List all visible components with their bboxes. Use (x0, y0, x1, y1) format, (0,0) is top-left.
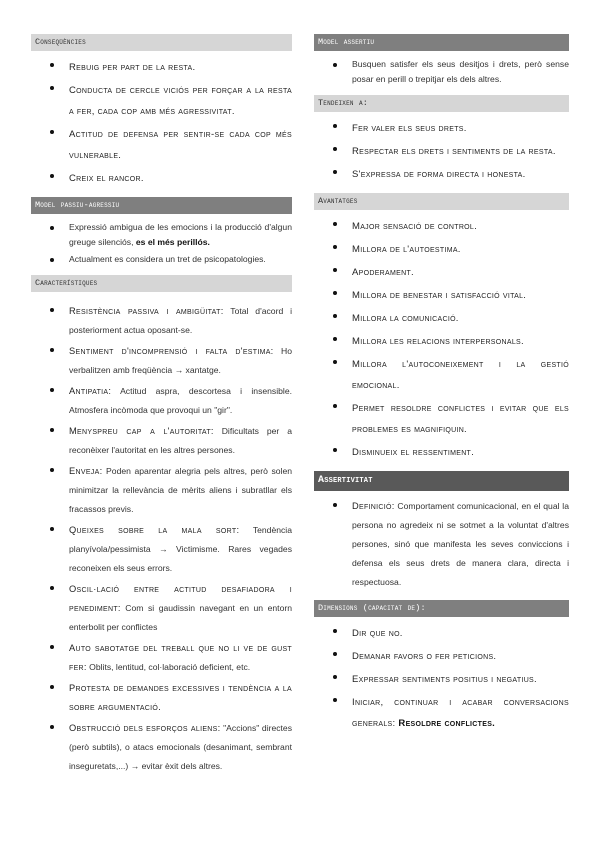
avantatges-header: Avantatges (314, 193, 569, 210)
right-column (314, 34, 569, 742)
tendeixen-list (314, 118, 569, 185)
list-item: Permet resoldre conflictes i evitar que els problemes es magnifiquin. (314, 398, 569, 440)
dimensions-list (314, 623, 569, 734)
item-text: Iniciar, continuar i acabar conversacions generals: (352, 697, 569, 729)
list-item (31, 462, 292, 519)
item-text: Poden aparentar alegria pels altres, però solen minimitzar la rellevància de mèrits aliens i subratllar els fracassos previs. (69, 466, 292, 514)
list-item: Millora l'autoconeixement i la gestió emocional. (314, 354, 569, 396)
list-item: Conducta de cercle viciós per forçar a la resta a fer, cada cop amb més agressivitat. (31, 80, 292, 122)
item-lead: Obstrucció dels esforços aliens: (69, 723, 221, 733)
list-item: Demanar favors o fer peticions. (314, 646, 569, 667)
list-item: Fer valer els seus drets. (314, 118, 569, 139)
item-lead: Menyspreu cap a l'autoritat: (69, 426, 214, 436)
list-item (31, 639, 292, 677)
list-item (31, 342, 292, 380)
list-item: Actualment es considera un tret de psicopatologies. (31, 252, 292, 267)
list-item: S'expressa de forma directa i honesta. (314, 164, 569, 185)
item-text: Comportament comunicacional, en el qual la persona no agredeix ni se sotmet a la voluntat d'altres persones, sinó que manifesta les seves conviccions i defensa els seus drets de manera clara, directa i respectuosa. (352, 501, 569, 587)
item-lead: Oscil·lació entre actitud desafiadora i penediment: (69, 584, 292, 613)
list-item: Actitud de defensa per sentir-se cada cop més vulnerable. (31, 124, 292, 166)
list-item: Rebuig per part de la resta. (31, 57, 292, 78)
model-assertiu-header: Model assertiu (314, 34, 569, 51)
item-text: Expressió ambigua de les emocions i la producció d'algun greuge silenciós, (69, 222, 292, 247)
list-item: Major sensació de control. (314, 216, 569, 237)
item-text: Com si gaudissin navegant en un entorn enterbolit per conflictes (69, 603, 292, 632)
list-item (31, 382, 292, 420)
consequencies-list (31, 57, 292, 189)
list-item (31, 719, 292, 776)
item-text: Ho verbalitzen amb freqüència → xantatge. (69, 346, 293, 375)
list-item (314, 497, 569, 592)
dimensions-header: Dimensions (capacitat de): (314, 600, 569, 617)
list-item: Disminueix el ressentiment. (314, 442, 569, 463)
list-item: Creix el rancor. (31, 168, 292, 189)
list-item: Millora de benestar i satisfacció vital. (314, 285, 569, 306)
list-item (31, 580, 292, 637)
left-column (31, 34, 292, 784)
item-lead: Definició: (352, 501, 395, 511)
caracteristiques-header: Característiques (31, 275, 292, 292)
list-item: Apoderament. (314, 262, 569, 283)
tendeixen-header: Tendeixen a: (314, 95, 569, 112)
item-lead: Antipatia: (69, 386, 112, 396)
consequencies-header: Conseqüències (31, 34, 292, 51)
list-item: Respectar els drets i sentiments de la resta. (314, 141, 569, 162)
list-item (31, 220, 292, 250)
list-item: Millora les relacions interpersonals. (314, 331, 569, 352)
model-assertiu-list (314, 57, 569, 87)
passiu-agressiu-header: Model passiu-agressiu (31, 197, 292, 214)
list-item (31, 679, 292, 717)
item-emphasis: Resoldre conflictes. (398, 718, 496, 729)
item-lead: Auto sabotatge del treball que no li ve de gust fer: (69, 643, 292, 672)
item-emphasis: es el més perillós. (135, 237, 210, 247)
assertivitat-header: Assertivitat (314, 471, 569, 491)
list-item: Millora de l'autoestima. (314, 239, 569, 260)
avantatges-list (314, 216, 569, 463)
list-item (31, 521, 292, 578)
item-lead: Resistència passiva i ambigüitat: (69, 306, 224, 316)
item-lead: Queixes sobre la mala sort: (69, 525, 240, 535)
list-item (314, 692, 569, 734)
item-text: Dificultats per a reconèixer l'autoritat en les altres persones. (69, 426, 292, 455)
list-item: Busquen satisfer els seus desitjos i drets, però sense posar en perill o trepitjar els dels altres. (314, 57, 569, 87)
caracteristiques-list (31, 302, 292, 776)
list-item (31, 302, 292, 340)
item-lead: Protesta de demandes excessives i tendència a la sobre argumentació. (69, 683, 292, 712)
item-text: Total d'acord i posteriorment actua oposant-se. (69, 306, 292, 335)
list-item (31, 422, 292, 460)
list-item: Millora la comunicació. (314, 308, 569, 329)
list-item: Expressar sentiments positius i negatius. (314, 669, 569, 690)
item-text: Tendència planyívola/pessimista → Victimisme. Rares vegades reconeixen els seus errors. (69, 525, 292, 573)
item-text: Oblits, lentitud, col·laboració deficient, etc. (86, 662, 251, 672)
item-lead: Enveja: (69, 466, 103, 476)
item-text: "Accions" directes (però subtils), o atacs emocionals (desanimant, sembrant inseguretats,...) → evitar èxit dels altres. (69, 723, 293, 771)
passiu-agressiu-list (31, 220, 292, 267)
item-text: Actitud aspra, descortesa i insensible. Atmosfera incòmoda que provoqui un "gir". (69, 386, 292, 415)
list-item: Dir que no. (314, 623, 569, 644)
item-lead: Sentiment d'incomprensió i falta d'estima: (69, 346, 274, 356)
assertivitat-list (314, 497, 569, 592)
